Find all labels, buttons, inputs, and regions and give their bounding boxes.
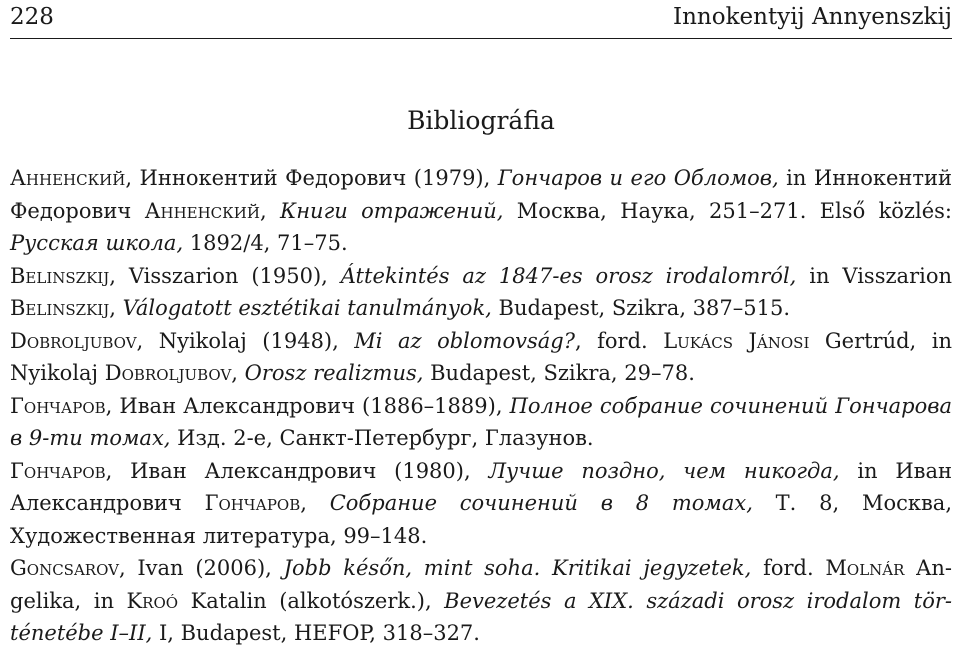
entry-text: Budapest, Szikra, 29–78. bbox=[423, 361, 695, 385]
work-title: Bevezetés a XIX. századi orosz irodalom történetébe I–II, bbox=[10, 588, 952, 645]
entry-text: , bbox=[259, 198, 280, 223]
page-number: 228 bbox=[10, 4, 54, 30]
bibliography-entry bbox=[10, 455, 952, 553]
author-surname: Dobroljubov bbox=[104, 361, 232, 385]
entry-text: , Visszarion (1950), bbox=[109, 263, 341, 288]
entry-text: I, Budapest, HEFOP, 318–327. bbox=[152, 621, 480, 645]
entry-text: , Ivan (2006), bbox=[118, 556, 284, 580]
work-title: Jobb későn, mint soha. Kritikai jegyzetek, bbox=[283, 556, 752, 580]
entry-text: in Иннокентий Федорович bbox=[10, 166, 953, 223]
entry-text: , Иннокентий Федорович (1979), bbox=[125, 166, 498, 190]
bibliography-entry bbox=[10, 162, 952, 260]
entry-text: Gertrúd, in Nyikolaj bbox=[10, 328, 952, 385]
author-surname: i bbox=[803, 328, 810, 353]
entry-text: ford. bbox=[751, 556, 826, 580]
section-title: Bibliográfia bbox=[407, 106, 555, 135]
bibliography-entry bbox=[10, 552, 952, 650]
bibliography-list bbox=[10, 162, 952, 650]
entry-text: Angelika, in bbox=[10, 556, 952, 613]
bibliography-entry bbox=[10, 260, 952, 325]
entry-text: , Иван Александрович (1886–1889), bbox=[105, 393, 510, 418]
author-surname: Goncsarov bbox=[10, 556, 119, 580]
entry-text: , Иван Александрович (1980), bbox=[105, 458, 489, 483]
author-surname: Belinszkij bbox=[10, 263, 110, 288]
entry-text: Budapest, Szikra, 387–515. bbox=[491, 296, 791, 320]
work-title: Собрание сочинений в 8 томах, bbox=[329, 491, 753, 515]
entry-text: 1892/4, 71–75. bbox=[183, 231, 348, 255]
author-surname: Гончаров bbox=[10, 393, 106, 418]
author-surname: Molnár bbox=[825, 556, 905, 580]
author-surname: Kroó bbox=[126, 588, 179, 613]
entry-text: , bbox=[300, 491, 330, 515]
author-surname: Анненский bbox=[144, 198, 260, 223]
work-title: Русская школа, bbox=[10, 231, 184, 255]
entry-text: Москва, Наука, 251–271. Első közlés: bbox=[503, 198, 952, 223]
work-title: Гончаров и его Обломов, bbox=[497, 166, 779, 190]
author-surname: Гончаров bbox=[204, 491, 301, 515]
author-surname: Belinszkij bbox=[10, 296, 110, 320]
bibliography-entry bbox=[10, 325, 952, 390]
entry-text: in Иван Александрович bbox=[10, 458, 952, 515]
work-title: Книги отражений, bbox=[279, 198, 504, 223]
author-surname: Гончаров bbox=[10, 458, 106, 483]
entry-text: , bbox=[231, 361, 245, 385]
entry-text: Т. 8, Москва, Художественная литература, 99–148. bbox=[10, 491, 953, 548]
author-surname: Dobroljubov bbox=[10, 328, 137, 353]
running-head bbox=[10, 0, 952, 39]
bibliography-entry bbox=[10, 390, 952, 455]
work-title: Orosz realizmus, bbox=[244, 361, 424, 385]
work-title: Áttekintés az 1847-es orosz irodalomról, bbox=[340, 263, 797, 288]
entry-text: , ford. bbox=[574, 328, 664, 353]
work-title: Лучше поздно, чем никогда, bbox=[488, 458, 840, 483]
author-surname: Lukács János bbox=[663, 328, 804, 353]
running-title: Innokentyij Annyenszkij bbox=[673, 4, 952, 30]
work-title: Mi az oblomovság? bbox=[354, 328, 575, 353]
entry-text: , Nyikolaj (1948), bbox=[136, 328, 355, 353]
author-surname: Анненский bbox=[10, 166, 126, 190]
work-title: Válogatott esztétikai tanulmányok, bbox=[122, 296, 492, 320]
entry-text: Katalin (alkotószerk.), bbox=[178, 588, 445, 613]
work-title: Полное собрание сочинений Гончарова в 9-ти томах, bbox=[10, 393, 952, 450]
entry-text: , bbox=[109, 296, 123, 320]
entry-text: Изд. 2-е, Санкт-Петербург, Глазунов. bbox=[170, 426, 594, 450]
entry-text: in Visszarion bbox=[796, 263, 952, 288]
